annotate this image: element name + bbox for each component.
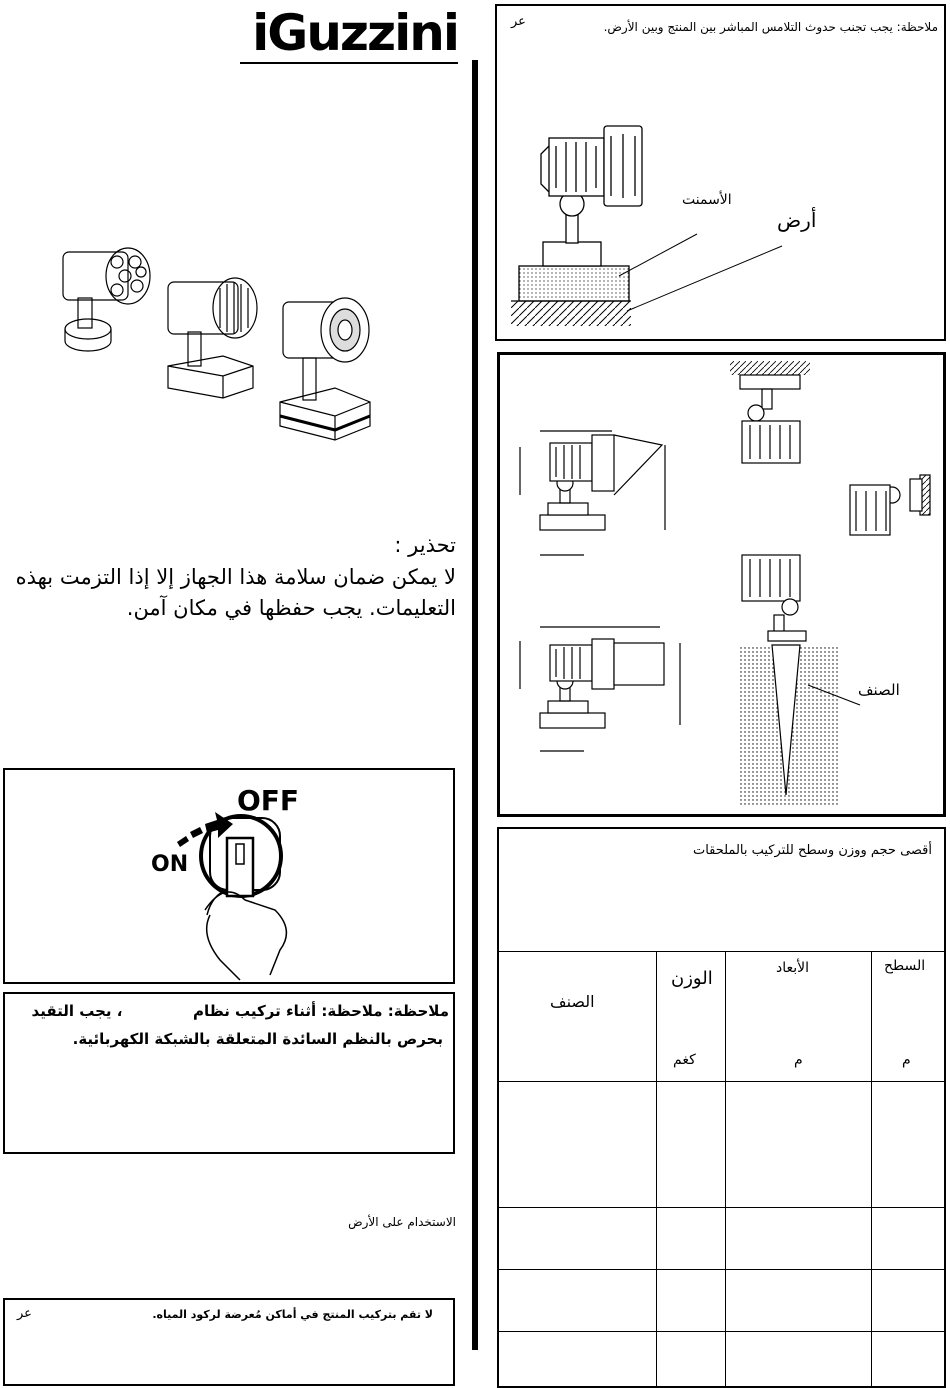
hand-switch-icon [5,770,453,982]
label-ground: أرض [777,208,817,232]
electric-note-line1 [9,998,449,1025]
warning-title: تحذير : [394,533,456,557]
table-row [498,1082,946,1208]
table-row [498,1208,946,1270]
spec-table [497,951,946,1387]
logo-underline [240,62,458,64]
electric-note-line2: بحرص بالنظم السائدة المتعلقة بالشبكة الكهربائية. [72,1030,443,1048]
header-weight: الوزن [671,968,713,989]
header-type: الصنف [550,992,595,1011]
header-weight-cell [657,952,726,1082]
label-concrete: الأسمنت [682,192,732,208]
header-surface: السطح [884,958,926,974]
switch-off-box [3,768,455,984]
warning-text: لا يمكن ضمان سلامة هذا الجهاز إلا إذا التزمت بهذه التعليمات. يجب حفظها في مكان آمن. [15,565,456,620]
switch-on-label: ON [151,852,189,877]
header-type-cell [498,952,657,1082]
header-dimensions: الأبعاد [776,960,810,976]
electric-note-line1-a: ملاحظة: ملاحظة: أثناء تركيب نظام [192,1002,449,1020]
installation-diagrams-box [497,352,946,817]
header-surface-cell [872,952,946,1082]
electric-note-box [3,992,455,1154]
installation-diagrams [500,355,943,814]
label-stake: الصنف [858,681,900,699]
ground-contact-note-lang: عر [511,14,526,29]
switch-off-label: OFF [237,784,300,817]
unit-surface: م [902,1052,911,1068]
ground-contact-leaders [497,6,947,341]
unit-weight: كغم [673,1052,696,1068]
table-row [498,1332,946,1387]
unit-dimensions: م [794,1052,803,1068]
water-note-box [3,1298,455,1386]
column-divider [472,60,478,1350]
product-illustration [55,240,395,445]
brand-logo: iGuzzini [252,4,458,62]
header-dimensions-cell [726,952,872,1082]
water-note-text: لا تقم بتركيب المنتج في أماكن مُعرضة لركود المياه. [152,1308,433,1321]
ground-contact-note-box [495,4,946,341]
table-row [498,1270,946,1332]
water-note-lang: عر [17,1306,32,1321]
electric-note-line1-b: ، يجب التقيد [31,1002,123,1020]
ground-contact-note-text: ملاحظة: يجب تجنب حدوث التلامس المباشر بين المنتج وبين الأرض. [603,20,938,34]
ground-use-text: الاستخدام على الأرض [348,1215,456,1229]
spec-table-title: أقصى حجم ووزن وسطح للتركيب بالملحقات [692,843,932,858]
